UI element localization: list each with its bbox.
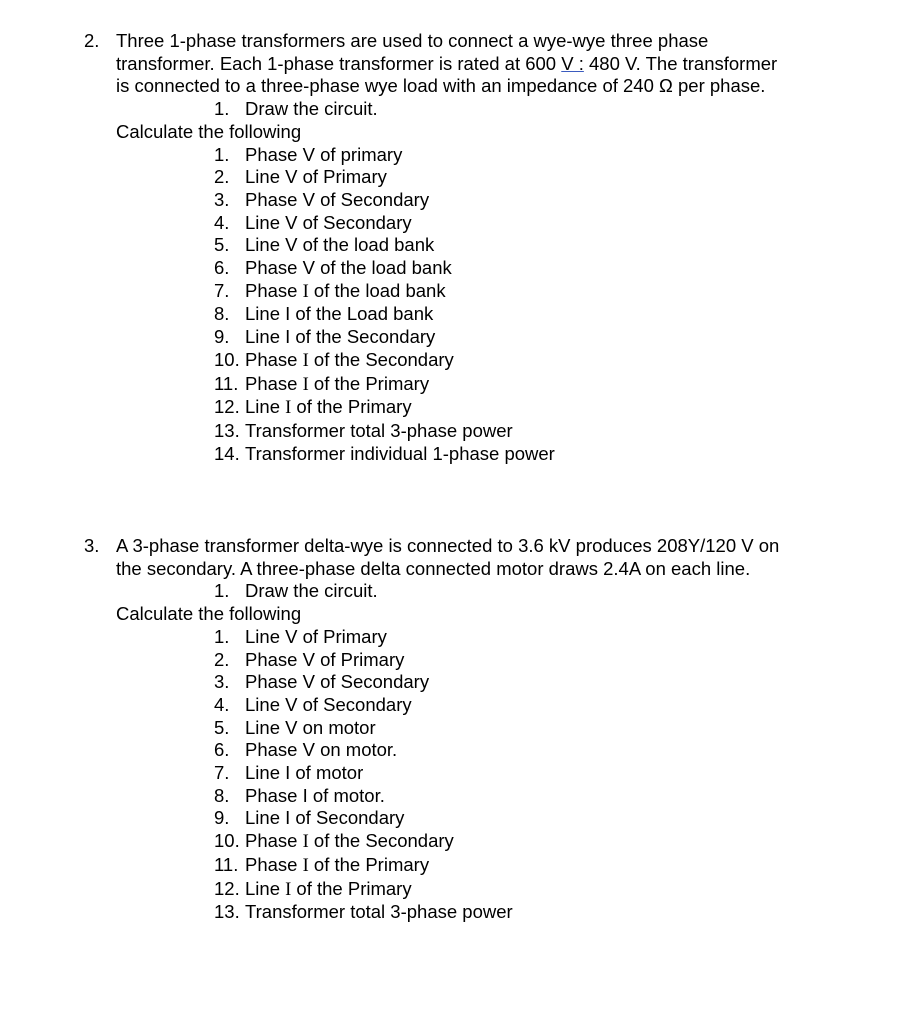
statement-line: A 3-phase transformer delta-wye is connected to 3.6 kV produces 208Y/120 V on	[116, 535, 780, 556]
item-text	[245, 878, 412, 902]
list-item	[214, 649, 874, 672]
item-number: 1.	[214, 580, 230, 602]
item-text-part: of the load bank	[308, 279, 446, 301]
item-text	[245, 785, 385, 808]
item-number: 12.	[214, 877, 240, 899]
list-item	[214, 785, 874, 808]
item-text	[245, 420, 513, 443]
item-text	[245, 807, 404, 830]
item-text-part: Transformer individual 1-phase power	[245, 442, 555, 464]
voltage-ratio-underlined: V :	[561, 52, 584, 74]
item-text	[245, 830, 454, 854]
item-text-part: Phase V of Secondary	[245, 188, 430, 210]
list-item	[214, 144, 874, 167]
list-item	[214, 420, 874, 443]
item-text-part: of the Primary	[291, 396, 412, 418]
item-number: 2.	[214, 166, 230, 188]
problem-number: 2.	[84, 30, 100, 51]
item-number: 2.	[214, 648, 230, 670]
calc-list	[214, 626, 874, 924]
item-text	[245, 396, 412, 420]
item-text	[245, 717, 376, 740]
statement-text: is connected to a three-phase wye load with an impedance of 240	[116, 75, 660, 97]
list-item	[214, 257, 874, 280]
list-item	[214, 189, 874, 212]
item-text-part: Phase V of Primary	[245, 648, 405, 670]
item-text	[245, 212, 412, 235]
list-item	[214, 396, 874, 420]
item-number: 8.	[214, 784, 230, 806]
item-text-part: Line V of Primary	[245, 166, 387, 188]
list-item	[214, 694, 874, 717]
statement-text: 480 V. The transformer	[583, 52, 778, 74]
list-item	[214, 349, 874, 373]
current-symbol: I	[302, 281, 309, 302]
list-item	[214, 739, 874, 762]
item-number: 3.	[214, 188, 230, 210]
item-number: 1.	[214, 625, 230, 647]
item-text	[245, 349, 454, 373]
current-symbol: I	[302, 350, 309, 371]
item-text-part: Phase V on motor.	[245, 739, 398, 761]
item-number: 13.	[214, 419, 240, 441]
item-text	[245, 257, 452, 280]
item-text-part: Phase	[245, 830, 303, 852]
item-text-part: of the Primary	[291, 877, 412, 899]
item-number: 6.	[214, 257, 230, 279]
item-text	[245, 326, 435, 349]
item-text-part: Line I of Secondary	[245, 807, 405, 829]
item-text	[245, 739, 397, 762]
item-number: 7.	[214, 762, 230, 784]
problem-3	[84, 535, 874, 924]
statement-line	[116, 53, 874, 76]
item-text	[245, 189, 429, 212]
item-text-part: Line V of Secondary	[245, 693, 412, 715]
item-text-part: Phase	[245, 372, 303, 394]
list-item	[214, 626, 874, 649]
item-number: 13.	[214, 901, 240, 923]
problem-statement	[116, 30, 874, 98]
calc-list	[214, 144, 874, 466]
item-text	[245, 280, 446, 304]
item-text	[245, 694, 412, 717]
list-item	[214, 717, 874, 740]
list-item	[214, 901, 874, 924]
item-text-part: Line V of Secondary	[245, 211, 412, 233]
item-number: 11.	[214, 853, 239, 875]
statement-line: Three 1-phase transformers are used to connect a wye-wye three phase	[116, 30, 709, 51]
item-number: 1.	[214, 143, 230, 165]
item-text	[245, 762, 363, 785]
item-number: 4.	[214, 211, 230, 233]
item-text-part: Line I of the Secondary	[245, 326, 436, 348]
list-item	[214, 326, 874, 349]
current-symbol: I	[302, 855, 309, 876]
list-item	[214, 762, 874, 785]
item-number: 12.	[214, 396, 240, 418]
item-text	[245, 649, 404, 672]
item-number: 10.	[214, 348, 240, 370]
item-text	[245, 303, 433, 326]
draw-circuit-item	[214, 98, 874, 121]
item-number: 3.	[214, 671, 230, 693]
current-symbol: I	[285, 879, 292, 900]
list-item	[214, 166, 874, 189]
problem-number: 3.	[84, 535, 100, 556]
item-text	[245, 626, 387, 649]
draw-circuit-item	[214, 580, 874, 603]
item-text-part: Transformer total 3-phase power	[245, 901, 513, 923]
statement-line	[116, 75, 874, 98]
item-text-part: Phase I of motor.	[245, 784, 385, 806]
list-item	[214, 303, 874, 326]
ohm-symbol: Ω	[659, 75, 673, 97]
item-text	[245, 166, 387, 189]
item-number: 7.	[214, 279, 230, 301]
item-text-part: of the Primary	[308, 853, 430, 875]
current-symbol: I	[302, 832, 309, 853]
item-text-part: of the Secondary	[308, 830, 454, 852]
item-number: 11.	[214, 372, 239, 394]
current-symbol: I	[285, 398, 292, 419]
item-number: 9.	[214, 807, 230, 829]
statement-text: transformer. Each 1-phase transformer is rated at 600	[116, 52, 562, 74]
list-item	[214, 854, 874, 878]
item-number: 5.	[214, 234, 230, 256]
item-text-part: Phase V of the load bank	[245, 257, 452, 279]
list-item	[214, 280, 874, 304]
item-text-part: of the Primary	[308, 372, 430, 394]
problem-2	[84, 30, 874, 465]
list-item	[214, 443, 874, 466]
list-item	[214, 878, 874, 902]
item-text-part: of the Secondary	[308, 348, 454, 370]
list-item	[214, 212, 874, 235]
item-text	[245, 373, 429, 397]
statement-text: per phase.	[672, 75, 766, 97]
item-text-part: Phase	[245, 279, 303, 301]
item-text	[245, 234, 434, 257]
item-number: 14.	[214, 442, 240, 464]
item-text-part: Line V of the load bank	[245, 234, 435, 256]
list-item	[214, 807, 874, 830]
item-number: 1.	[214, 98, 230, 120]
calc-heading: Calculate the following	[116, 120, 302, 142]
item-text: Draw the circuit.	[245, 98, 378, 120]
item-text	[245, 854, 429, 878]
list-item	[214, 373, 874, 397]
item-text	[245, 671, 429, 694]
item-text-part: Phase V of Secondary	[245, 671, 430, 693]
statement-line: the secondary. A three-phase delta connected motor draws 2.4A on each line.	[116, 557, 751, 579]
calc-heading: Calculate the following	[116, 603, 302, 625]
item-text-part: Line	[245, 877, 286, 899]
list-item	[214, 671, 874, 694]
item-text: Draw the circuit.	[245, 580, 378, 602]
problem-statement	[116, 535, 874, 580]
item-text-part: Phase	[245, 853, 303, 875]
item-text-part: Line I of motor	[245, 762, 364, 784]
item-text-part: Phase V of primary	[245, 143, 403, 165]
item-number: 8.	[214, 303, 230, 325]
item-number: 10.	[214, 830, 240, 852]
item-text	[245, 443, 555, 466]
item-number: 6.	[214, 739, 230, 761]
item-text-part: Line I of the Load bank	[245, 303, 434, 325]
item-text	[245, 144, 402, 167]
list-item	[214, 234, 874, 257]
item-text-part: Line V on motor	[245, 716, 376, 738]
item-text-part: Transformer total 3-phase power	[245, 419, 513, 441]
item-text-part: Phase	[245, 348, 303, 370]
item-number: 4.	[214, 693, 230, 715]
item-text-part: Line V of Primary	[245, 625, 387, 647]
list-item	[214, 830, 874, 854]
item-text-part: Line	[245, 396, 286, 418]
current-symbol: I	[302, 374, 309, 395]
item-number: 5.	[214, 716, 230, 738]
item-number: 9.	[214, 326, 230, 348]
item-text	[245, 901, 513, 924]
